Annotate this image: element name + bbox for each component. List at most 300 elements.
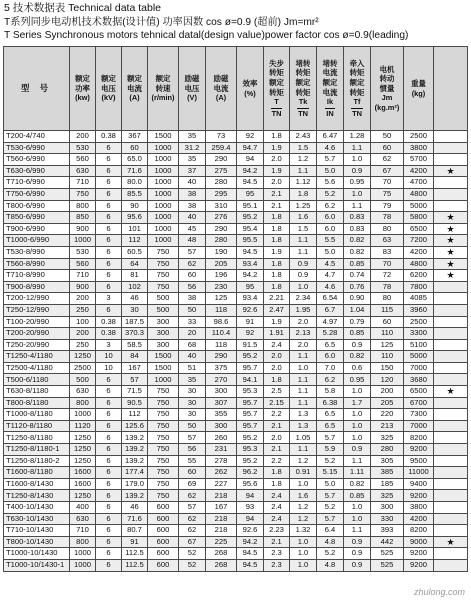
cell-voltage: 6 — [96, 188, 122, 200]
cell-type: T500-6/1180 — [4, 374, 70, 386]
cell-speed: 300 — [148, 328, 179, 340]
table-header-row — [4, 47, 468, 131]
col-header-efficiency: 效率 (%) — [237, 47, 264, 131]
cell-locked-torque-ratio: 2.13 — [290, 328, 317, 340]
cell-pullin-ratio: 0.79 — [344, 316, 371, 328]
cell-current: 187.5 — [122, 316, 148, 328]
cell-exc-current: 275 — [206, 165, 237, 177]
cell-pullin-ratio: 1.1 — [344, 200, 371, 212]
cell-current: 80.0 — [122, 177, 148, 189]
cell-power: 1250 — [70, 490, 96, 502]
cell-power: 1250 — [70, 432, 96, 444]
cell-locked-torque-ratio: 1.6 — [290, 490, 317, 502]
cell-pullin-ratio: 0.85 — [344, 328, 371, 340]
cell-voltage: 6 — [96, 490, 122, 502]
cell-type: T850-6/990 — [4, 212, 70, 224]
cell-pullin-ratio: 1.1 — [344, 455, 371, 467]
cell-current: 84 — [122, 351, 148, 363]
cell-voltage: 6 — [96, 502, 122, 514]
cell-power: 1120 — [70, 420, 96, 432]
cell-pullout-ratio: 2.47 — [264, 304, 290, 316]
cell-exc-current: 310 — [206, 200, 237, 212]
cell-power: 800 — [70, 536, 96, 548]
cell-locked-current-ratio: 4.5 — [317, 258, 344, 270]
cell-current: 139.2 — [122, 432, 148, 444]
cell-locked-torque-ratio: 1.1 — [290, 165, 317, 177]
cell-exc-voltage: 40 — [179, 177, 206, 189]
cell-voltage: 6 — [96, 212, 122, 224]
cell-exc-current: 98.6 — [206, 316, 237, 328]
cell-locked-current-ratio: 4.97 — [317, 316, 344, 328]
cell-inertia: 280 — [371, 444, 404, 456]
cell-exc-voltage: 60 — [179, 270, 206, 282]
cell-locked-current-ratio: 6.47 — [317, 131, 344, 143]
cell-power: 530 — [70, 246, 96, 258]
cell-voltage: 6 — [96, 548, 122, 560]
cell-pullin-ratio: 0.82 — [344, 235, 371, 247]
cell-locked-torque-ratio: 1.1 — [290, 351, 317, 363]
cell-pullin-ratio: 1.0 — [344, 502, 371, 514]
cell-weight: 4200 — [404, 165, 434, 177]
cell-locked-current-ratio: 4.6 — [317, 142, 344, 154]
cell-locked-torque-ratio: 1.0 — [290, 548, 317, 560]
cell-exc-current: 227 — [206, 478, 237, 490]
table-row — [4, 502, 468, 514]
cell-pullin-ratio: 0.85 — [344, 258, 371, 270]
cell-exc-voltage: 62 — [179, 525, 206, 537]
cell-current: 139.2 — [122, 490, 148, 502]
cell-pullout-ratio: 1.8 — [264, 270, 290, 282]
cell-voltage: 6 — [96, 165, 122, 177]
cell-speed: 750 — [148, 258, 179, 270]
cell-voltage: 6 — [96, 525, 122, 537]
cell-pullin-ratio: 0.9 — [344, 559, 371, 571]
cell-type: T800-8/1180 — [4, 397, 70, 409]
cell-type: T1120-8/1180 — [4, 420, 70, 432]
cell-power: 1000 — [70, 409, 96, 421]
cell-efficiency: 94 — [237, 513, 264, 525]
cell-exc-voltage: 68 — [179, 339, 206, 351]
cell-mark: ★ — [434, 235, 468, 247]
cell-current: 85.5 — [122, 188, 148, 200]
cell-type: T250-12/990 — [4, 304, 70, 316]
cell-mark — [434, 316, 468, 328]
cell-pullin-ratio: 1.28 — [344, 131, 371, 143]
cell-locked-torque-ratio: 1.6 — [290, 212, 317, 224]
cell-voltage: 6 — [96, 374, 122, 386]
cell-mark — [434, 154, 468, 166]
cell-pullout-ratio: 2.1 — [264, 444, 290, 456]
cell-speed: 750 — [148, 478, 179, 490]
cell-speed: 750 — [148, 246, 179, 258]
cell-speed: 1500 — [148, 362, 179, 374]
cell-inertia: 525 — [371, 548, 404, 560]
cell-type: T1000-6/990 — [4, 235, 70, 247]
cell-exc-current: 260 — [206, 432, 237, 444]
cell-pullin-ratio: 1.0 — [344, 154, 371, 166]
cell-current: 65.0 — [122, 154, 148, 166]
cell-exc-current: 118 — [206, 304, 237, 316]
cell-voltage: 6 — [96, 432, 122, 444]
cell-type: T750-6/990 — [4, 188, 70, 200]
cell-power: 1000 — [70, 548, 96, 560]
cell-power: 800 — [70, 397, 96, 409]
cell-locked-current-ratio: 6.0 — [317, 351, 344, 363]
cell-pullin-ratio: 1.0 — [344, 386, 371, 398]
cell-mark: ★ — [434, 536, 468, 548]
cell-current: 112 — [122, 235, 148, 247]
cell-current: 60 — [122, 142, 148, 154]
cell-type: T900-6/990 — [4, 223, 70, 235]
cell-exc-voltage: 38 — [179, 200, 206, 212]
cell-voltage: 6 — [96, 397, 122, 409]
cell-locked-torque-ratio: 1.1 — [290, 235, 317, 247]
cell-power: 530 — [70, 142, 96, 154]
cell-locked-current-ratio: 6.38 — [317, 397, 344, 409]
cell-pullout-ratio: 2.0 — [264, 432, 290, 444]
cell-speed: 750 — [148, 386, 179, 398]
cell-exc-current: 280 — [206, 177, 237, 189]
cell-pullout-ratio: 1.8 — [264, 374, 290, 386]
cell-inertia: 393 — [371, 525, 404, 537]
cell-pullin-ratio: 0.9 — [344, 339, 371, 351]
table-row — [4, 235, 468, 247]
cell-locked-current-ratio: 4.6 — [317, 281, 344, 293]
cell-locked-current-ratio: 6.0 — [317, 223, 344, 235]
cell-pullin-ratio: 0.90 — [344, 293, 371, 305]
cell-inertia: 305 — [371, 455, 404, 467]
cell-mark — [434, 281, 468, 293]
cell-current: 58.5 — [122, 339, 148, 351]
cell-exc-current: 278 — [206, 455, 237, 467]
cell-pullout-ratio: 1.9 — [264, 316, 290, 328]
table-row — [4, 513, 468, 525]
table-row — [4, 304, 468, 316]
cell-locked-current-ratio: 5.7 — [317, 154, 344, 166]
cell-power: 750 — [70, 188, 96, 200]
subtitle-en: T Series Synchronous motors tehnical datal(design value)power factor cos ø=0.9(leading) — [4, 30, 409, 41]
cell-voltage: 6 — [96, 223, 122, 235]
cell-efficiency: 92.6 — [237, 525, 264, 537]
cell-exc-voltage: 48 — [179, 235, 206, 247]
cell-current: 57 — [122, 374, 148, 386]
cell-weight: 9000 — [404, 536, 434, 548]
cell-inertia: 385 — [371, 467, 404, 479]
cell-exc-current: 355 — [206, 409, 237, 421]
cell-type: T2500-4/1180 — [4, 362, 70, 374]
cell-inertia: 60 — [371, 316, 404, 328]
cell-pullout-ratio: 2.15 — [264, 397, 290, 409]
cell-inertia: 78 — [371, 212, 404, 224]
table-row — [4, 362, 468, 374]
cell-pullout-ratio: 1.8 — [264, 223, 290, 235]
cell-efficiency: 94.5 — [237, 548, 264, 560]
cell-current: 167 — [122, 362, 148, 374]
cell-speed: 300 — [148, 339, 179, 351]
cell-exc-voltage: 56 — [179, 444, 206, 456]
cell-exc-voltage: 62 — [179, 490, 206, 502]
cell-locked-torque-ratio: 1.05 — [290, 432, 317, 444]
cell-exc-current: 300 — [206, 420, 237, 432]
cell-power: 200 — [70, 293, 96, 305]
cell-speed: 600 — [148, 559, 179, 571]
table-row — [4, 142, 468, 154]
cell-voltage: 6 — [96, 444, 122, 456]
cell-weight: 9200 — [404, 444, 434, 456]
cell-type: T1000-8/1180 — [4, 409, 70, 421]
table-row — [4, 536, 468, 548]
cell-efficiency: 91 — [237, 316, 264, 328]
cell-mark — [434, 409, 468, 421]
cell-speed: 750 — [148, 420, 179, 432]
cell-pullin-ratio: 0.76 — [344, 281, 371, 293]
cell-locked-current-ratio: 5.7 — [317, 490, 344, 502]
cell-pullin-ratio: 0.83 — [344, 223, 371, 235]
cell-weight: 4200 — [404, 246, 434, 258]
cell-current: 112.5 — [122, 548, 148, 560]
cell-pullin-ratio: 1.11 — [344, 467, 371, 479]
cell-mark — [434, 362, 468, 374]
cell-type: T1000-10/1430-1 — [4, 559, 70, 571]
cell-mark — [434, 455, 468, 467]
cell-locked-torque-ratio: 2.0 — [290, 339, 317, 351]
cell-speed: 750 — [148, 444, 179, 456]
cell-pullin-ratio: 0.9 — [344, 444, 371, 456]
cell-inertia: 115 — [371, 304, 404, 316]
cell-mark: ★ — [434, 212, 468, 224]
cell-inertia: 120 — [371, 374, 404, 386]
cell-mark — [434, 478, 468, 490]
cell-efficiency: 95.2 — [237, 351, 264, 363]
cell-voltage: 6 — [96, 536, 122, 548]
cell-pullout-ratio: 2.0 — [264, 351, 290, 363]
cell-locked-torque-ratio: 1.1 — [290, 386, 317, 398]
cell-type: T200-4/740 — [4, 131, 70, 143]
cell-exc-voltage: 51 — [179, 362, 206, 374]
cell-exc-current: 196 — [206, 270, 237, 282]
cell-speed: 1000 — [148, 223, 179, 235]
cell-inertia: 62 — [371, 154, 404, 166]
cell-exc-current: 290 — [206, 154, 237, 166]
cell-speed: 750 — [148, 490, 179, 502]
technical-data-table — [3, 46, 468, 572]
cell-efficiency: 94 — [237, 154, 264, 166]
cell-inertia: 67 — [371, 165, 404, 177]
cell-current: 46 — [122, 502, 148, 514]
table-row — [4, 467, 468, 479]
cell-pullin-ratio: 1.0 — [344, 432, 371, 444]
cell-locked-current-ratio: 6.54 — [317, 293, 344, 305]
cell-pullout-ratio: 1.8 — [264, 235, 290, 247]
cell-inertia: 50 — [371, 131, 404, 143]
cell-type: T1250-4/1180 — [4, 351, 70, 363]
cell-current: 80.7 — [122, 525, 148, 537]
cell-efficiency: 94.7 — [237, 142, 264, 154]
cell-inertia: 70 — [371, 258, 404, 270]
cell-exc-voltage: 57 — [179, 432, 206, 444]
cell-speed: 1000 — [148, 165, 179, 177]
cell-pullin-ratio: 1.0 — [344, 420, 371, 432]
cell-pullin-ratio: 0.82 — [344, 478, 371, 490]
cell-type: T400-10/1430 — [4, 502, 70, 514]
cell-mark — [434, 293, 468, 305]
cell-mark — [434, 548, 468, 560]
cell-current: 90.5 — [122, 397, 148, 409]
table-row — [4, 525, 468, 537]
table-row — [4, 374, 468, 386]
cell-exc-current: 225 — [206, 536, 237, 548]
cell-locked-current-ratio: 6.5 — [317, 409, 344, 421]
cell-type: T1000-10/1430 — [4, 548, 70, 560]
cell-mark: ★ — [434, 246, 468, 258]
cell-weight: 7300 — [404, 409, 434, 421]
table-row — [4, 490, 468, 502]
cell-mark — [434, 142, 468, 154]
cell-efficiency: 94 — [237, 490, 264, 502]
cell-weight: 11000 — [404, 467, 434, 479]
cell-mark — [434, 525, 468, 537]
cell-pullout-ratio: 1.9 — [264, 246, 290, 258]
cell-current: 60.5 — [122, 246, 148, 258]
cell-exc-current: 262 — [206, 467, 237, 479]
cell-current: 30 — [122, 304, 148, 316]
cell-exc-voltage: 38 — [179, 188, 206, 200]
cell-locked-torque-ratio: 1.0 — [290, 362, 317, 374]
cell-locked-torque-ratio: 1.12 — [290, 177, 317, 189]
cell-locked-current-ratio: 5.28 — [317, 328, 344, 340]
cell-voltage: 3 — [96, 339, 122, 351]
table-row — [4, 432, 468, 444]
table-row — [4, 131, 468, 143]
cell-type: T1250-8/1180 — [4, 432, 70, 444]
cell-efficiency: 95 — [237, 281, 264, 293]
cell-power: 1250 — [70, 455, 96, 467]
cell-type: T1600-8/1180 — [4, 467, 70, 479]
cell-exc-current: 290 — [206, 351, 237, 363]
cell-voltage: 6 — [96, 235, 122, 247]
cell-type: T1250-8/1180-2 — [4, 455, 70, 467]
cell-weight: 2500 — [404, 316, 434, 328]
cell-inertia: 213 — [371, 420, 404, 432]
cell-type: T800-10/1430 — [4, 536, 70, 548]
cell-speed: 600 — [148, 548, 179, 560]
cell-efficiency: 94.5 — [237, 559, 264, 571]
cell-locked-torque-ratio: 1.1 — [290, 246, 317, 258]
cell-exc-voltage: 56 — [179, 281, 206, 293]
cell-exc-current: 218 — [206, 490, 237, 502]
cell-pullin-ratio: 0.9 — [344, 548, 371, 560]
cell-current: 102 — [122, 281, 148, 293]
cell-speed: 600 — [148, 502, 179, 514]
cell-locked-torque-ratio: 2.34 — [290, 293, 317, 305]
cell-inertia: 205 — [371, 397, 404, 409]
cell-locked-torque-ratio: 1.3 — [290, 409, 317, 421]
cell-current: 71.6 — [122, 165, 148, 177]
cell-pullout-ratio: 2.4 — [264, 490, 290, 502]
cell-efficiency: 95.3 — [237, 386, 264, 398]
col-header-locked-torque-ratio: 堵转 转矩 额定 转矩 Tk TN — [290, 47, 317, 131]
col-header-speed: 额定 转速 (r/min) — [148, 47, 179, 131]
cell-mark: ★ — [434, 386, 468, 398]
cell-exc-voltage: 50 — [179, 420, 206, 432]
table-row — [4, 270, 468, 282]
cell-locked-torque-ratio: 1.0 — [290, 559, 317, 571]
cell-efficiency: 95.7 — [237, 420, 264, 432]
cell-weight: 9500 — [404, 455, 434, 467]
cell-locked-current-ratio: 5.9 — [317, 444, 344, 456]
cell-speed: 750 — [148, 455, 179, 467]
table-row — [4, 478, 468, 490]
cell-weight: 4800 — [404, 258, 434, 270]
cell-pullout-ratio: 2.4 — [264, 513, 290, 525]
cell-inertia: 75 — [371, 188, 404, 200]
table-row — [4, 293, 468, 305]
cell-locked-current-ratio: 5.0 — [317, 165, 344, 177]
table-row — [4, 420, 468, 432]
cell-type: T1250-8/1180-1 — [4, 444, 70, 456]
cell-pullout-ratio: 2.23 — [264, 525, 290, 537]
cell-locked-current-ratio: 5.6 — [317, 177, 344, 189]
cell-exc-voltage: 60 — [179, 467, 206, 479]
cell-voltage: 6 — [96, 200, 122, 212]
cell-locked-torque-ratio: 1.5 — [290, 142, 317, 154]
cell-current: 81 — [122, 270, 148, 282]
cell-exc-voltage: 35 — [179, 374, 206, 386]
cell-exc-current: 167 — [206, 502, 237, 514]
cell-exc-current: 110.4 — [206, 328, 237, 340]
cell-weight: 7200 — [404, 235, 434, 247]
cell-speed: 600 — [148, 525, 179, 537]
cell-efficiency: 92 — [237, 328, 264, 340]
cell-inertia: 60 — [371, 142, 404, 154]
cell-power: 850 — [70, 212, 96, 224]
cell-mark — [434, 502, 468, 514]
cell-inertia: 110 — [371, 328, 404, 340]
cell-exc-voltage: 33 — [179, 316, 206, 328]
document-heading — [0, 0, 471, 43]
cell-efficiency: 94.2 — [237, 165, 264, 177]
cell-locked-torque-ratio: 1.1 — [290, 444, 317, 456]
cell-exc-current: 118 — [206, 339, 237, 351]
cell-power: 630 — [70, 513, 96, 525]
cell-power: 100 — [70, 316, 96, 328]
cell-mark — [434, 432, 468, 444]
cell-power: 560 — [70, 154, 96, 166]
cell-voltage: 0.38 — [96, 328, 122, 340]
cell-locked-torque-ratio: 1.2 — [290, 455, 317, 467]
cell-exc-voltage: 62 — [179, 513, 206, 525]
table-row — [4, 397, 468, 409]
cell-voltage: 6 — [96, 142, 122, 154]
cell-current: 367 — [122, 131, 148, 143]
cell-exc-current: 270 — [206, 374, 237, 386]
cell-type: T800-6/990 — [4, 200, 70, 212]
cell-voltage: 3 — [96, 293, 122, 305]
cell-speed: 1000 — [148, 177, 179, 189]
cell-weight: 3680 — [404, 374, 434, 386]
cell-type: T200-12/990 — [4, 293, 70, 305]
cell-voltage: 6 — [96, 281, 122, 293]
cell-inertia: 330 — [371, 513, 404, 525]
table-row — [4, 188, 468, 200]
cell-inertia: 325 — [371, 490, 404, 502]
table-row — [4, 444, 468, 456]
cell-weight: 4700 — [404, 177, 434, 189]
cell-exc-voltage: 57 — [179, 246, 206, 258]
cell-inertia: 78 — [371, 281, 404, 293]
cell-exc-voltage: 37 — [179, 165, 206, 177]
cell-exc-voltage: 67 — [179, 536, 206, 548]
